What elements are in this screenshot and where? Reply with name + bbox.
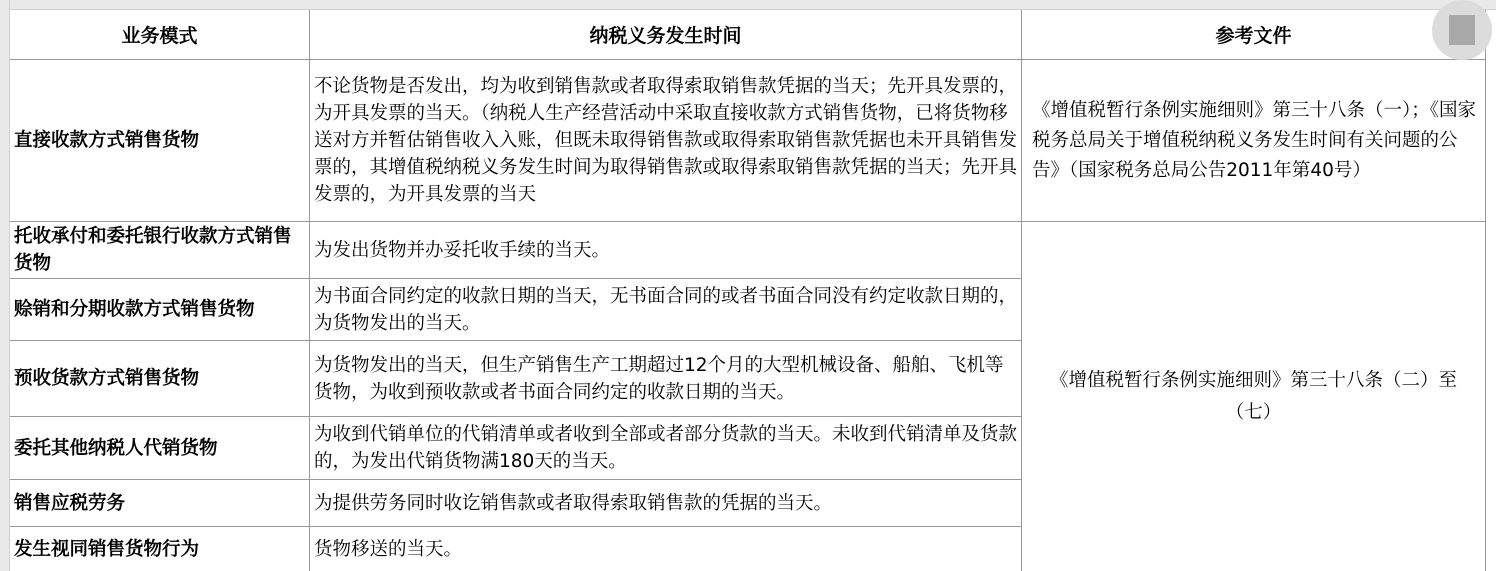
table-row-time[interactable]: 为书面合同约定的收款日期的当天，无书面合同的或者书面合同没有约定收款日期的，为货物发出的当天。 — [310, 279, 1022, 341]
column-header-strip — [0, 0, 1496, 10]
table-row-mode[interactable]: 销售应税劳务 — [10, 480, 310, 527]
table-row-time[interactable]: 为提供劳务同时收讫销售款或者取得索取销售款的凭据的当天。 — [310, 480, 1022, 527]
table-row-mode[interactable]: 托收承付和委托银行收款方式销售货物 — [10, 222, 310, 279]
table-row-time[interactable]: 为收到代销单位的代销清单或者收到全部或者部分货款的当天。未收到代销清单及货款的，为发出代销货物满180天的当天。 — [310, 417, 1022, 480]
table-row-time[interactable]: 为货物发出的当天，但生产销售生产工期超过12个月的大型机械设备、船舶、飞机等货物，为收到预收款或者书面合同约定的收款日期的当天。 — [310, 341, 1022, 417]
header-reference[interactable]: 参考文件 — [1022, 10, 1486, 60]
table-row-ref[interactable]: 《增值税暂行条例实施细则》第三十八条（一）；《国家税务总局关于增值税纳税义务发生时间有关问题的公告》（国家税务总局公告2011年第40号） — [1022, 60, 1486, 222]
table-row-mode[interactable]: 预收货款方式销售货物 — [10, 341, 310, 417]
table-row-mode[interactable]: 委托其他纳税人代销货物 — [10, 417, 310, 480]
table-row-time[interactable]: 为发出货物并办妥托收手续的当天。 — [310, 222, 1022, 279]
table-row-time[interactable]: 货物移送的当天。 — [310, 527, 1022, 571]
table-row-time[interactable]: 不论货物是否发出，均为收到销售款或者取得索取销售款凭据的当天；先开具发票的，为开具发票的当天。（纳税人生产经营活动中采取直接收款方式销售货物，已将货物移送对方并暂估销售收入入账，但既未取得销售款或取得索取销售款凭据也未开具销售发票的，其增值税纳税义务发生时间为取得销售款或取得索取销售款凭据的当天；先开具发票的，为开具发票的当天 — [310, 60, 1022, 222]
row-header-strip — [0, 0, 10, 571]
table-row-mode[interactable]: 直接收款方式销售货物 — [10, 60, 310, 222]
select-all-corner-button[interactable] — [1432, 0, 1492, 60]
header-tax-time[interactable]: 纳税义务发生时间 — [310, 10, 1022, 60]
table-row-mode[interactable]: 发生视同销售货物行为 — [10, 527, 310, 571]
merged-reference-cell[interactable]: 《增值税暂行条例实施细则》第三十八条（二）至（七） — [1022, 222, 1486, 571]
corner-square-icon — [1449, 15, 1475, 45]
table-row-mode[interactable]: 赊销和分期收款方式销售货物 — [10, 279, 310, 341]
header-business-mode[interactable]: 业务模式 — [10, 10, 310, 60]
